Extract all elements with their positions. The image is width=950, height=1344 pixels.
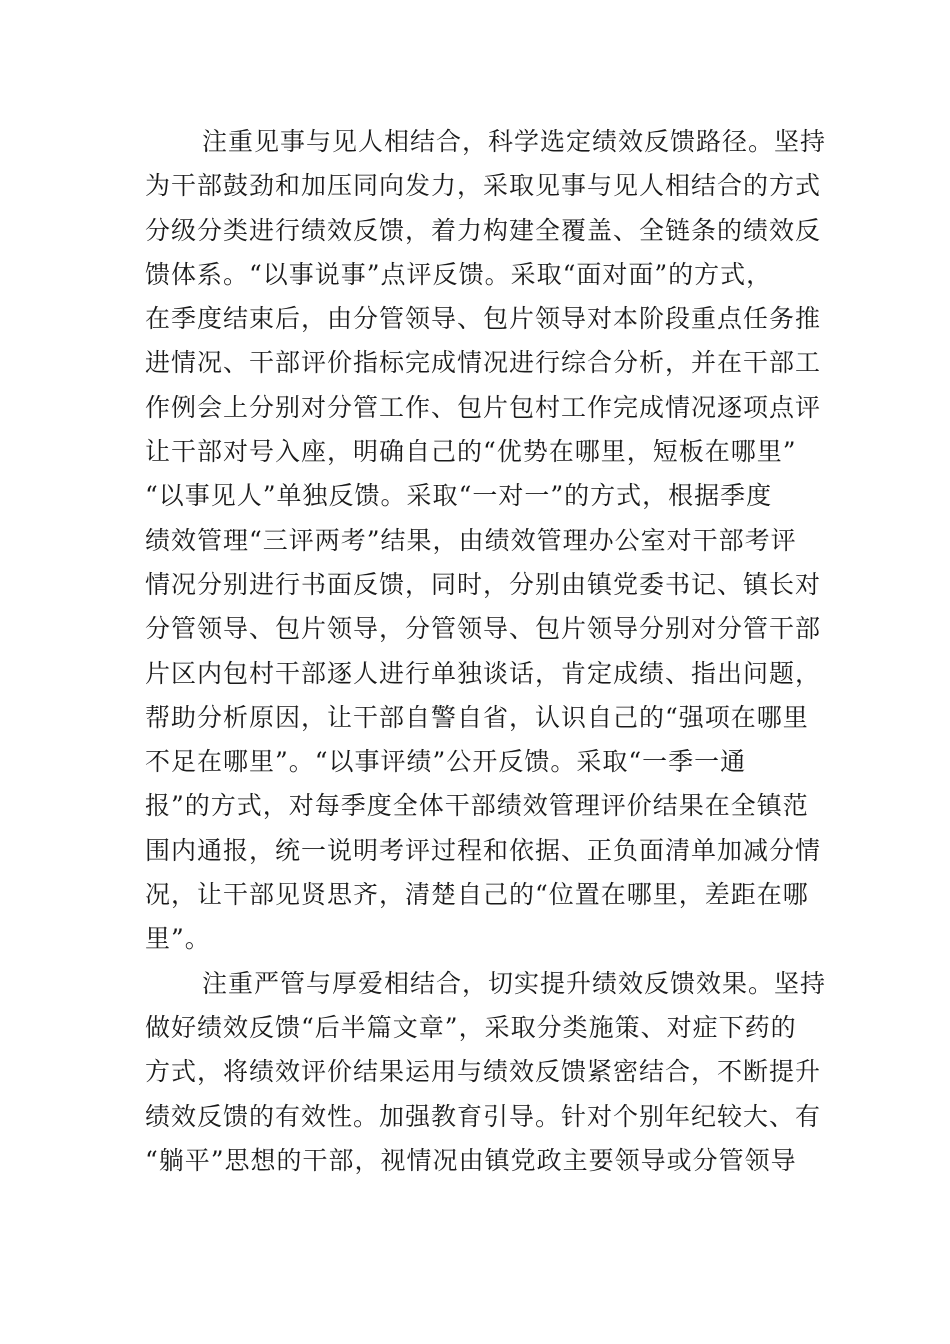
text-line: 不足在哪里”。“以事评绩”公开反馈。采取“一季一通 — [145, 747, 747, 777]
text-line: 帮助分析原因，让干部自警自省，认识自己的“强项在哪里 — [145, 702, 809, 732]
text-line: 馈体系。“以事说事”点评反馈。采取“面对面”的方式， — [145, 259, 773, 289]
text-line: 绩效管理“三评两考”结果，由绩效管理办公室对干部考评 — [145, 525, 797, 555]
text-line: 报”的方式，对每季度全体干部绩效管理评价结果在全镇范 — [145, 791, 809, 821]
text-line: 进情况、干部评价指标完成情况进行综合分析，并在干部工 — [145, 348, 822, 378]
paragraph-feedback-effect — [145, 962, 827, 1183]
text-line: 围内通报，统一说明考评过程和依据、正负面清单加减分情 — [145, 835, 822, 865]
text-line: 片区内包村干部逐人进行单独谈话，肯定成绩、指出问题， — [145, 658, 822, 688]
text-line: “躺平”思想的干部，视情况由镇党政主要领导或分管领导 — [145, 1145, 797, 1175]
document-body — [145, 120, 827, 1183]
text-line: 在季度结束后，由分管领导、包片领导对本阶段重点任务推 — [145, 304, 822, 334]
text-line: 情况分别进行书面反馈，同时，分别由镇党委书记、镇长对 — [145, 569, 822, 599]
text-line: 分级分类进行绩效反馈，着力构建全覆盖、全链条的绩效反 — [145, 215, 822, 245]
text-line: 注重严管与厚爱相结合，切实提升绩效反馈效果。坚持 — [202, 968, 827, 998]
text-line: 注重见事与见人相结合，科学选定绩效反馈路径。坚持 — [202, 127, 827, 156]
text-line: 里”。 — [145, 924, 211, 954]
text-line: 为干部鼓劲和加压同向发力，采取见事与见人相结合的方式 — [145, 171, 822, 201]
text-line: 作例会上分别对分管工作、包片包村工作完成情况逐项点评 — [145, 392, 822, 422]
text-line: 方式，将绩效评价结果运用与绩效反馈紧密结合，不断提升 — [145, 1057, 822, 1087]
text-line: 绩效反馈的有效性。加强教育引导。针对个别年纪较大、有 — [145, 1101, 822, 1131]
text-line: 做好绩效反馈“后半篇文章”，采取分类施策、对症下药的 — [145, 1012, 797, 1042]
text-line: “以事见人”单独反馈。采取“一对一”的方式，根据季度 — [145, 481, 773, 511]
text-line: 让干部对号入座，明确自己的“优势在哪里，短板在哪里” — [145, 437, 797, 467]
paragraph-feedback-path — [145, 120, 827, 962]
text-line: 况，让干部见贤思齐，清楚自己的“位置在哪里，差距在哪 — [145, 880, 809, 910]
text-line: 分管领导、包片领导，分管领导、包片领导分别对分管干部 — [145, 614, 822, 644]
